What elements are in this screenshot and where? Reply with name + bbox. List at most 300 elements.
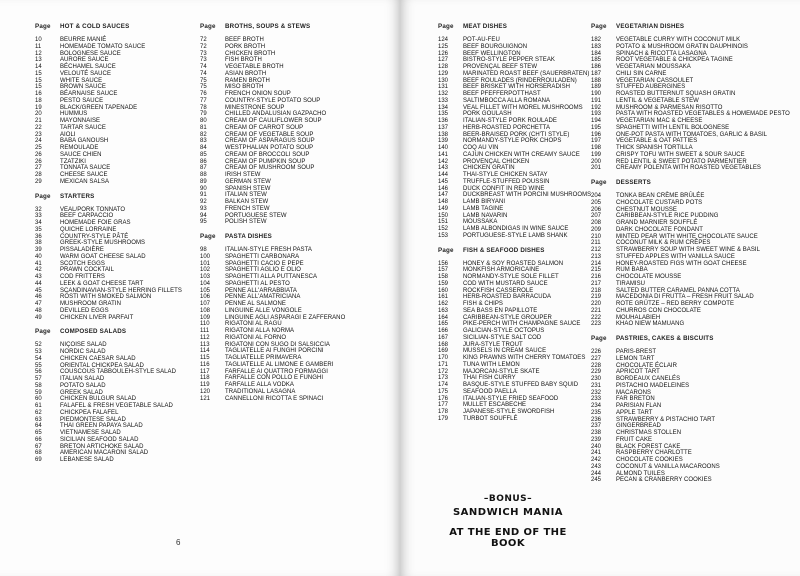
index-entry [35,430,205,437]
entry-recipe-name: GREEK SALAD [60,389,103,396]
index-entry [438,98,608,105]
entry-recipe-name: PIKE-PERCH WITH CHAMPAGNE SAUCE [463,321,581,328]
index-entry [200,355,370,362]
entry-recipe-name: PENNE ALL'ARRABBIATA [225,287,297,294]
entry-page-number: 238 [591,430,602,436]
entry-page-number: 131 [438,84,449,91]
entry-recipe-name: PIEDMONTESE SALAD [60,416,126,423]
entry-page-number: 19 [35,104,42,111]
index-entry [35,390,205,397]
entry-page-number: 112 [200,334,210,341]
entry-page-number: 124 [438,37,449,43]
index-entry [591,118,791,125]
entry-page-number: 76 [200,91,207,97]
entry-page-number: 166 [438,328,449,334]
index-entry [438,71,608,78]
index-entry [438,206,608,213]
entry-page-number: 197 [591,138,602,145]
entry-page-number: 160 [438,287,449,294]
index-entry [591,240,791,247]
entry-page-number: 21 [35,118,42,124]
entry-recipe-name: ROASTED BUTTERNUT SQUASH GRATIN [616,91,736,97]
entry-page-number: 78 [200,104,207,111]
entry-page-number: 55 [35,362,42,369]
page-column-label: Page [591,335,607,342]
entry-recipe-name: DARK CHOCOLATE FONDANT [616,226,703,233]
index-entry [591,193,791,200]
index-entry [438,78,608,85]
entry-page-number: 120 [200,388,211,395]
entry-page-number: 15 [35,77,42,84]
entry-page-number: 61 [35,403,42,409]
entry-recipe-name: CHESTNUT MOUSSE [616,206,677,213]
entry-recipe-name: BLACK/GREEN TAPENADE [60,104,138,111]
entry-recipe-name: FAR BRETON [616,396,655,403]
entry-page-number: 65 [35,430,42,436]
entry-recipe-name: CREAM OF VEGETABLE SOUP [225,131,314,138]
entry-page-number: 48 [35,307,42,314]
entry-page-number: 25 [35,145,42,151]
entry-page-number: 38 [35,240,42,247]
index-entry [591,321,791,328]
right-page [400,0,800,576]
entry-recipe-name: CREAM OF MUSHROOM SOUP [225,165,315,172]
entry-page-number: 20 [35,111,42,118]
entry-page-number: 106 [200,294,211,301]
index-entry [438,281,608,288]
entry-page-number: 107 [200,301,211,307]
entry-page-number: 116 [200,361,210,368]
entry-recipe-name: CREAM OF CAULIFLOWER SOUP [225,118,322,124]
index-entry [438,84,608,91]
index-entry [438,369,608,376]
index-entry [591,430,791,437]
entry-page-number: 130 [438,77,449,84]
entry-page-number: 177 [438,402,449,409]
index-entry [591,417,791,424]
entry-recipe-name: MULLET ESCABECHE [463,402,527,409]
entry-page-number: 151 [438,219,449,226]
entry-page-number: 145 [438,178,449,185]
entry-page-number: 148 [438,199,449,205]
entry-page-number: 69 [35,457,42,463]
entry-recipe-name: RAMEN BROTH [225,77,270,84]
entry-page-number: 60 [35,396,42,403]
index-entry [35,220,205,227]
index-entry [438,37,608,44]
section-heading [35,192,205,201]
entry-recipe-name: FRENCH STEW [225,205,270,212]
entry-page-number: 175 [438,388,449,395]
entry-page-number: 161 [438,294,449,301]
page-column-label: Page [438,246,454,254]
index-entry [200,37,370,44]
entry-recipe-name: CHEESE SAUCE [60,172,108,178]
entry-recipe-name: MUSHROOM & PARMESAN RISOTTO [616,104,723,111]
index-entry [35,84,205,91]
entry-page-number: 44 [35,280,42,287]
index-entry [200,369,370,376]
page-column-label: Page [35,23,51,30]
entry-recipe-name: BLACK FOREST CAKE [616,443,681,450]
entry-page-number: 207 [591,213,602,220]
entry-recipe-name: TIRAMISU [616,280,646,287]
entry-page-number: 95 [200,219,207,226]
entry-page-number: 104 [200,280,211,287]
entry-page-number: 35 [35,226,42,233]
page-column-label: Page [438,23,454,30]
entry-page-number: 168 [438,341,449,348]
entry-recipe-name: LEEK & GOAT CHEESE TART [60,280,144,287]
entry-page-number: 136 [438,118,449,124]
entry-recipe-name: BORDEAUX CANELÉS [616,376,681,382]
entry-page-number: 74 [200,70,207,77]
section-heading [438,22,608,31]
index-entry [35,132,205,139]
index-column-1 [35,22,205,470]
entry-recipe-name: HONEY & SOY ROASTED SALMON [463,260,564,267]
index-entry [35,342,205,349]
entry-recipe-name: HERB-ROASTED BARRACUDA [463,294,552,301]
entry-recipe-name: STRAWBERRY & PISTACHIO TART [616,416,716,423]
index-entry [200,328,370,335]
index-entry [438,138,608,145]
index-entry [200,118,370,125]
index-entry [438,335,608,342]
entry-page-number: 23 [35,131,42,138]
index-entry [35,213,205,220]
entry-page-number: 129 [438,70,449,77]
index-entry [591,437,791,444]
entry-page-number: 195 [591,124,602,131]
entry-recipe-name: GREEK-STYLE MUSHROOMS [60,240,146,247]
index-entry [200,105,370,112]
index-entry [591,247,791,254]
entry-recipe-name: SAUCE CHIEN [60,151,102,158]
index-entry [438,301,608,308]
entry-recipe-name: CREAMY POLENTA WITH ROASTED VEGETABLES [616,165,761,172]
index-entry [591,457,791,464]
entry-recipe-name: PISTACHIO MADELEINES [616,382,690,389]
entry-page-number: 54 [35,355,42,362]
entry-recipe-name: LINGUINE AGLI ASPARAGI E ZAFFERANO [225,314,346,321]
entry-recipe-name: FARFALLE CON POLLO E FUNGHI [225,375,324,382]
entry-page-number: 139 [438,138,449,145]
entry-page-number: 138 [438,131,449,138]
entry-recipe-name: ITALIAN STEW [225,192,267,199]
entry-page-number: 133 [438,97,449,104]
index-entry [35,247,205,254]
index-entry [591,152,791,159]
entry-recipe-name: PARIS-BREST [616,349,657,355]
entry-page-number: 74 [200,64,207,70]
entry-page-number: 110 [200,321,210,328]
entry-recipe-name: CREAM OF PUMPKIN SOUP [225,158,306,165]
entry-page-number: 214 [591,260,602,267]
entry-recipe-name: KHAO NIEW MAMUANG [616,321,685,328]
entry-page-number: 201 [591,165,602,172]
entry-recipe-name: RUM BABA [616,267,648,274]
index-entry [591,37,791,44]
entry-recipe-name: BISTRO-STYLE PEPPER STEAK [463,57,555,64]
index-entry [200,44,370,51]
index-entry [200,132,370,139]
index-entry [200,165,370,172]
index-entry [200,51,370,58]
entry-page-number: 222 [591,314,602,321]
entry-page-number: 42 [35,267,42,274]
index-entry [438,199,608,206]
entry-recipe-name: PROVENÇAL CHICKEN [463,158,530,165]
bonus-title: SANDWICH MANIA [452,507,564,518]
entry-recipe-name: ROOT VEGETABLE & CHICKPEA TAGINE [616,57,733,64]
entry-page-number: 156 [438,260,449,267]
index-entry [35,152,205,159]
index-entry [591,396,791,403]
entry-recipe-name: POT-AU-FEU [463,37,500,43]
entry-page-number: 90 [200,185,207,192]
entry-recipe-name: CHURROS CON CHOCOLATE [616,307,701,314]
entry-page-number: 196 [591,131,602,138]
entry-page-number: 41 [35,260,42,267]
entry-page-number: 32 [35,206,42,213]
entry-page-number: 167 [438,334,449,341]
entry-recipe-name: RIGATONI AL FORNO [225,334,287,341]
entry-recipe-name: APPLE TART [616,409,653,416]
index-entry [200,138,370,145]
index-entry [591,390,791,397]
entry-recipe-name: TUNA WITH LEMON [463,361,520,368]
entry-recipe-name: TRUFFLE-STUFFED POUSSIN [463,178,550,185]
index-entry [591,138,791,145]
entry-page-number: 219 [591,294,602,301]
index-column-3 [438,22,608,429]
entry-recipe-name: CHOCOLATE CUSTARD POTS [616,199,703,206]
index-entry [200,179,370,186]
index-entry [35,363,205,370]
entry-recipe-name: STUFFED AUBERGINES [616,84,686,91]
entry-page-number: 163 [438,307,449,314]
entry-recipe-name: COUSCOUS TABBOULEH-STYLE SALAD [60,369,176,376]
entry-page-number: 15 [35,70,42,77]
entry-recipe-name: ITALIAN SALAD [60,376,105,382]
index-entry [200,57,370,64]
index-entry [591,159,791,166]
entry-page-number: 89 [200,178,207,185]
entry-recipe-name: CHOCOLATE MOUSSE [616,274,682,280]
index-entry [591,105,791,112]
entry-recipe-name: TARTAR SAUCE [60,124,106,131]
entry-page-number: 205 [591,199,602,206]
entry-recipe-name: NIÇOISE SALAD [60,342,107,349]
index-entry [35,457,205,464]
entry-recipe-name: STRAWBERRY SOUP WITH SWEET WINE & BASIL [616,247,760,253]
index-entry [438,44,608,51]
entry-recipe-name: NORMANDY-STYLE SOLE FILLET [463,274,559,280]
entry-recipe-name: CAJUN CHICKEN WITH CREAMY SAUCE [463,151,580,158]
entry-recipe-name: CHICKEN CAESAR SALAD [60,355,136,362]
entry-page-number: 231 [591,382,602,389]
entry-recipe-name: BEEF WELLINGTON [463,50,521,57]
entry-recipe-name: VEGETARIAN MOUSSAKA [616,64,691,70]
entry-recipe-name: ITALIAN-STYLE FRIED SEAFOOD [463,395,559,402]
entry-page-number: 134 [438,104,449,111]
entry-page-number: 132 [438,91,449,97]
page-column-label: Page [200,233,216,240]
index-entry [591,423,791,430]
entry-recipe-name: KING PRAWNS WITH CHERRY TOMATOES [463,355,586,361]
index-entry [591,165,791,172]
entry-recipe-name: HONEY-ROASTED FIGS WITH GOAT CHEESE [616,260,747,267]
section-title: BROTHS, SOUPS & STEWS [225,23,311,30]
index-entry [35,396,205,403]
entry-page-number: 179 [438,415,449,422]
entry-page-number: 211 [591,240,601,247]
index-entry [591,383,791,390]
index-entry [591,267,791,274]
index-entry [35,172,205,179]
entry-page-number: 73 [200,50,207,57]
entry-recipe-name: ORIENTAL CHICKPEA SALAD [60,362,144,369]
entry-page-number: 182 [591,37,602,43]
index-entry [591,308,791,315]
entry-page-number: 63 [35,416,42,423]
entry-page-number: 240 [591,443,602,450]
index-entry [35,125,205,132]
entry-recipe-name: FRUIT CAKE [616,436,653,443]
entry-page-number: 68 [35,450,42,457]
entry-page-number: 220 [591,301,602,307]
entry-recipe-name: SICILIAN-STYLE SALT COD [463,334,542,341]
entry-recipe-name: CHICKEN BROTH [225,50,276,57]
entry-recipe-name: PARISIAN FLAN [616,403,662,409]
entry-page-number: 12 [35,50,42,57]
entry-recipe-name: CREAM OF BROCCOLI SOUP [225,151,310,158]
index-entry [438,51,608,58]
entry-recipe-name: CHICKEN LIVER PARFAIT [60,314,134,321]
entry-recipe-name: CHICKPEA FALAFEL [60,409,119,416]
index-entry [200,71,370,78]
bonus-subtitle: AT THE END OF THE BOOK [449,527,567,549]
entry-page-number: 24 [35,138,42,145]
entry-page-number: 210 [591,233,602,240]
index-entry [35,437,205,444]
index-entry [35,64,205,71]
entry-page-number: 72 [200,43,207,50]
entry-recipe-name: BROWN SAUCE [60,84,106,91]
index-entry [200,261,370,268]
entry-page-number: 58 [35,382,42,389]
entry-recipe-name: CREAM OF ASPARAGUS SOUP [225,138,315,145]
index-entry [438,186,608,193]
entry-recipe-name: BRETON ARTICHOKE SALAD [60,443,144,450]
entry-page-number: 172 [438,368,449,375]
index-entry [591,71,791,78]
entry-recipe-name: TAGLIATELLE AI FUNGHI PORCINI [225,348,324,355]
index-entry [591,471,791,478]
entry-recipe-name: SEA BASS EN PAPILLOTE [463,307,538,314]
index-entry [35,403,205,410]
entry-page-number: 241 [591,450,602,457]
entry-recipe-name: HUMMUS [60,111,88,118]
entry-recipe-name: MOUSSAKA [463,219,498,226]
entry-recipe-name: MUSHROOM GRATIN [60,301,121,307]
index-entry [438,111,608,118]
entry-page-number: 27 [35,165,42,172]
entry-recipe-name: DUCKBREAST WITH PORCINI MUSHROOMS [463,192,592,199]
index-entry [35,423,205,430]
entry-page-number: 75 [200,84,207,91]
entry-recipe-name: ITALIAN-STYLE FRESH PASTA [225,247,312,253]
entry-recipe-name: AIOLI [60,131,76,138]
entry-page-number: 82 [200,131,207,138]
index-entry [35,91,205,98]
index-entry [200,294,370,301]
entry-page-number: 64 [35,423,42,430]
entry-page-number: 108 [200,307,211,314]
entry-page-number: 29 [35,178,42,185]
index-entry [438,288,608,295]
index-section [438,246,608,423]
index-entry [438,321,608,328]
entry-page-number: 184 [591,50,602,57]
entry-page-number: 162 [438,301,449,307]
entry-recipe-name: TRADITIONAL LASAGNA [225,388,296,395]
index-entry [591,64,791,71]
entry-page-number: 185 [591,57,602,64]
index-entry [35,410,205,417]
entry-recipe-name: THAI FISH CURRY [463,375,516,382]
entry-page-number: 143 [438,165,449,172]
entry-page-number: 217 [591,280,602,287]
page-column-label: Page [35,328,51,336]
entry-recipe-name: CHILLED ANDALUSIAN GAZPACHO [225,111,327,118]
entry-recipe-name: TZATZIKI [60,158,86,165]
index-entry [438,105,608,112]
entry-page-number: 213 [591,253,602,260]
entry-page-number: 226 [591,349,602,355]
entry-page-number: 119 [200,382,210,388]
entry-page-number: 206 [591,206,602,213]
entry-recipe-name: GINGERBREAD [616,423,661,430]
entry-page-number: 36 [35,233,42,240]
section-heading [591,334,791,343]
entry-page-number: 204 [591,193,602,199]
index-entry [200,348,370,355]
entry-recipe-name: POTATO & MUSHROOM GRATIN DAUPHINOIS [616,43,748,50]
entry-recipe-name: FARFALLE AI QUATTRO FORMAGGI [225,368,328,375]
entry-recipe-name: FARFALLE ALLA VODKA [225,382,294,388]
index-entry [438,328,608,335]
entry-page-number: 190 [591,91,602,97]
index-entry [591,315,791,322]
entry-recipe-name: MEXICAN SALSA [60,178,109,185]
entry-recipe-name: SPAGHETTI WITH LENTIL BOLOGNESE [616,124,730,131]
entry-recipe-name: PORK BROTH [225,43,266,50]
index-entry [35,267,205,274]
index-entry [438,125,608,132]
index-entry [438,362,608,369]
entry-page-number: 15 [35,84,42,91]
index-entry [200,78,370,85]
index-section [438,22,608,240]
entry-recipe-name: LENTIL & VEGETABLE STEW [616,97,699,104]
index-entry [35,111,205,118]
entry-page-number: 10 [35,37,42,43]
entry-page-number: 149 [438,205,449,212]
entry-recipe-name: POLISH STEW [225,219,267,226]
entry-page-number: 56 [35,369,42,376]
